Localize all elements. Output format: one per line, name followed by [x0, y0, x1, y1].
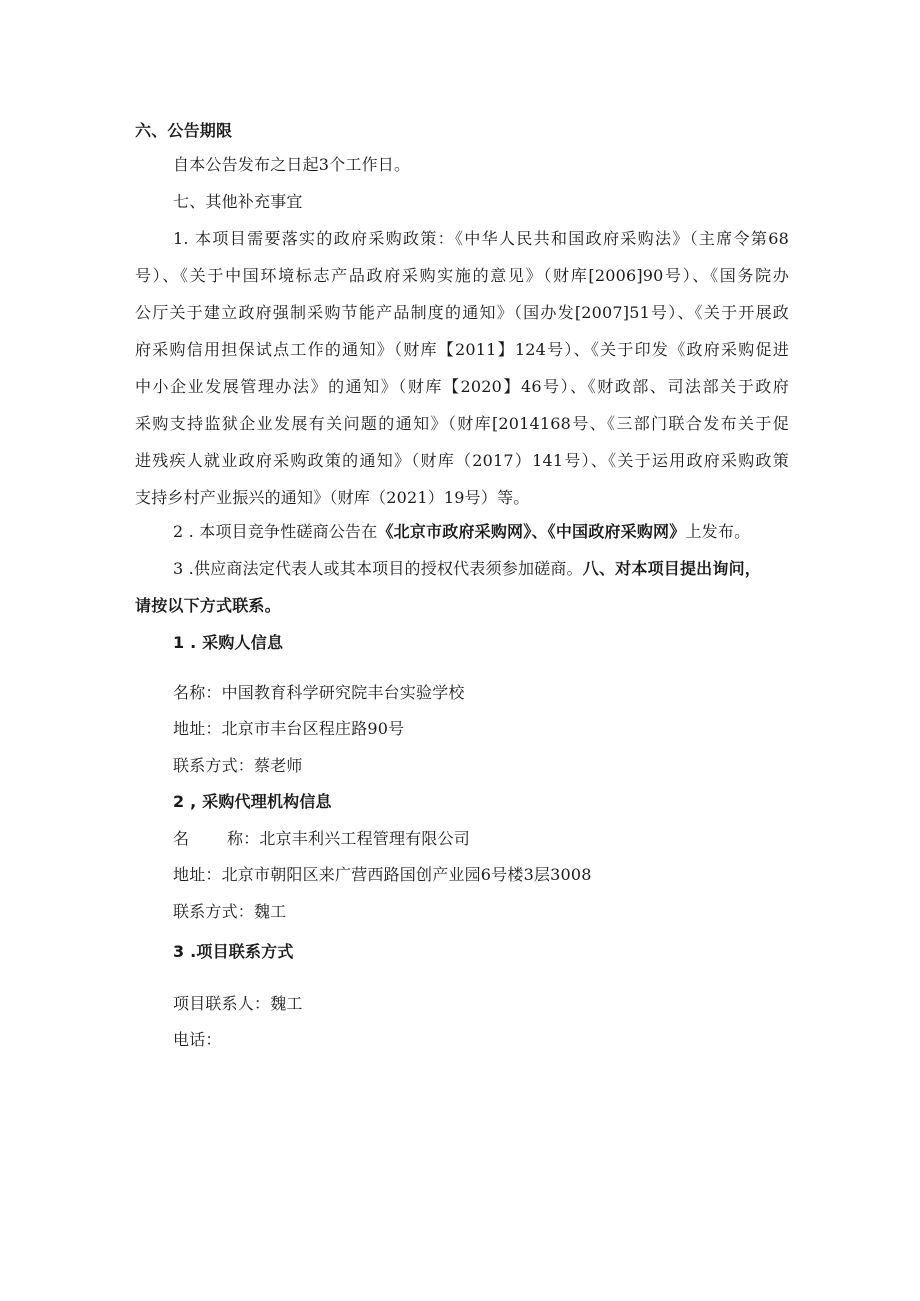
item1-line-1: 1. 本项目需要落实的政府采购政策：《中华人民共和国政府采购法》（主席令第68 — [173, 229, 789, 248]
item1-line-3: 公厅关于建立政府强制采购节能产品制度的通知》（国办发[2007]51号）、《关于开展政 — [135, 303, 789, 322]
section-seven-heading: 七、其他补充事宜 — [173, 192, 303, 211]
item1-line-7: 进残疾人就业政府采购政策的通知》（财库（2017）141号）、《关于运用政府采购政策 — [135, 451, 789, 470]
project-contact-heading: 3 .项目联系方式 — [173, 942, 294, 961]
agency-address: 地址：北京市朝阳区来广营西路国创产业园6号楼3层3008 — [173, 865, 592, 884]
item2-paragraph — [173, 522, 750, 542]
agency-contact: 联系方式：魏工 — [173, 902, 287, 921]
project-contact-person: 项目联系人：魏工 — [173, 994, 303, 1013]
item1-line-5: 中小企业发展管理办法》的通知》（财库【2020】46号）、《财政部、司法部关于政府 — [135, 377, 789, 396]
agency-name — [173, 829, 470, 849]
item1-line-8: 支持乡村产业振兴的通知》（财库（2021）19号）等。 — [135, 488, 530, 507]
item3-text: 3 .供应商法定代表人或其本项目的授权代表须参加磋商。 — [173, 559, 583, 578]
section-eight-heading-cont: 请按以下方式联系。 — [135, 596, 281, 615]
item3-paragraph — [173, 559, 761, 579]
item1-line-2: 号）、《关于中国环境标志产品政府采购实施的意见》（财库[2006]90号）、《国务院办 — [135, 266, 789, 285]
section-eight-heading: 八、对本项目提出询问， — [582, 559, 761, 578]
purchaser-address: 地址：北京市丰台区程庄路90号 — [173, 719, 405, 738]
agency-name-label-a: 名 — [173, 829, 190, 848]
agency-name-label-b: 称：北京丰利兴工程管理有限公司 — [227, 829, 471, 848]
section-six-heading: 六、公告期限 — [135, 121, 233, 140]
item2-prefix: 2 . 本项目竞争性磋商公告在 — [173, 522, 378, 541]
purchaser-heading: 1 . 采购人信息 — [173, 633, 284, 652]
section-six-body: 自本公告发布之日起3个工作日。 — [173, 155, 411, 174]
item1-line-6: 采购支持监狱企业发展有关问题的通知》（财库[2014168号、《三部门联合发布关于促 — [135, 414, 789, 433]
purchaser-name: 名称：中国教育科学研究院丰台实验学校 — [173, 683, 465, 702]
item2-websites: 《北京市政府采购网》、《中国政府采购网》 — [377, 522, 686, 541]
item2-suffix: 上发布。 — [685, 522, 751, 541]
item1-line-4: 府采购信用担保试点工作的通知》（财库【2011】124号）、《关于印发《政府采购促进 — [135, 340, 789, 359]
project-contact-phone: 电话： — [173, 1030, 222, 1049]
purchaser-contact: 联系方式：蔡老师 — [173, 756, 303, 775]
agency-heading: 2 , 采购代理机构信息 — [173, 792, 332, 811]
